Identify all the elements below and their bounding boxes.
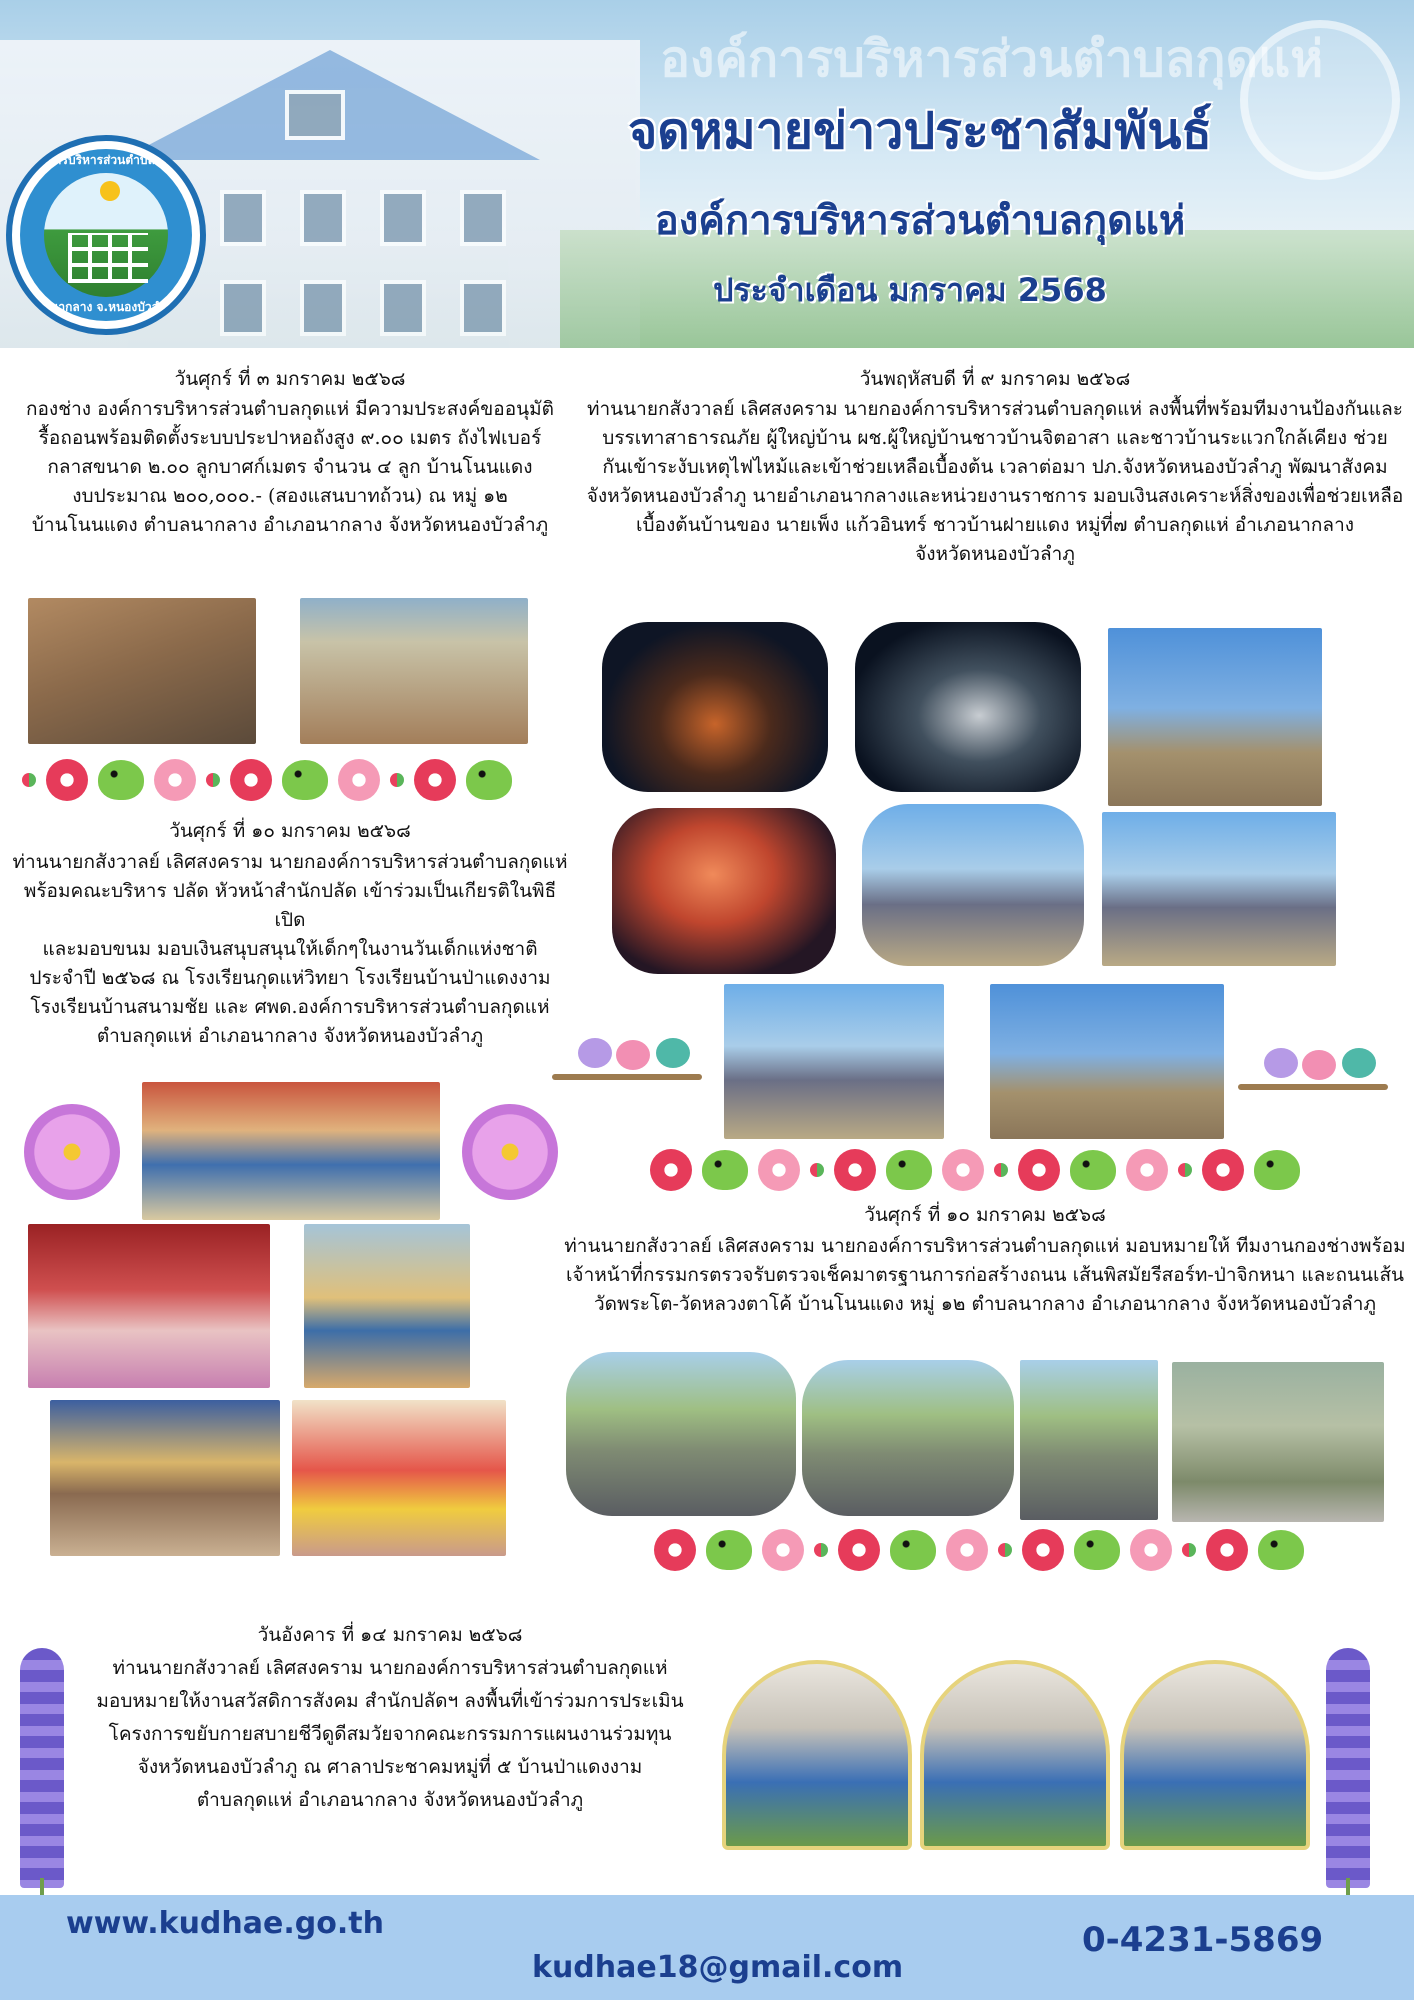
decorative-divider <box>654 1526 1304 1574</box>
cosmos-flower-decoration <box>462 1104 558 1200</box>
article-4-date: วันศุกร์ ที่ ๑๐ มกราคม ๒๕๖๘ <box>864 1204 1106 1226</box>
article-5-photo <box>722 1660 912 1850</box>
article-4-photo <box>802 1360 1014 1516</box>
issue-month: ประจำเดือน มกราคม 2568 <box>713 271 1107 309</box>
sun-icon <box>100 181 120 201</box>
newsletter-title: จดหมายข่าวประชาสัมพันธ์ <box>628 102 1212 160</box>
article-5-date: วันอังคาร ที่ ๑๔ มกราคม ๒๕๖๘ <box>257 1624 523 1646</box>
phone-number: 0-4231-5869 <box>1082 1920 1324 1960</box>
lavender-decoration <box>20 1648 64 1888</box>
article-2-photo <box>724 984 944 1139</box>
faint-seal <box>1240 20 1400 180</box>
article-2-body: ท่านนายกสังวาลย์ เลิศสงคราม นายกองค์การบริหารส่วนตำบลกุดแห่ ลงพื้นที่พร้อมทีมงานป้องกันและ บรรเทาสาธารณภัย ผู้ใหญ่บ้าน ผช.ผู้ใหญ่บ้านชาวบ้านจิตอาสา และชาวบ้านระแวกใกล้เคียง ช่วย กันเข้าระงับเหตุไฟไหม้และเข้าช่วยเหลือเบื้องต้น เวลาต่อมา ปภ.จังหวัดหนองบัวลำภู พัฒนาสังคม จังหวัดหนองบัวลำภู นายอำเภอนากลางและหน่วยงานราชการ มอบเงินสงเคราะห์สิ่งของเพื่อช่วยเหลือ เบื้องต้นบ้านของ นายเพ็ง แก้วอินทร์ ชาวบ้านฝายแดง หมู่ที่๗ ตำบลกุดแห่ อำเภอนากลาง จังหวัดหนองบัวลำภู <box>586 398 1404 565</box>
article-1-photo <box>28 598 256 744</box>
decorative-divider <box>22 756 512 804</box>
article-2-photo <box>990 984 1224 1139</box>
organization-logo <box>6 135 206 335</box>
article-3-photo <box>142 1082 440 1220</box>
cosmos-flower-decoration <box>24 1104 120 1200</box>
article-4-photo <box>1172 1362 1384 1522</box>
organization-name: องค์การบริหารส่วนตำบลกุดแห่ <box>654 198 1186 244</box>
logo-footer-text: อ.นากลาง จ.หนองบัวลำภู <box>38 300 174 314</box>
article-2-date: วันพฤหัสบดี ที่ ๙ มกราคม ๒๕๖๘ <box>859 368 1131 390</box>
article-5-photo <box>1120 1660 1310 1850</box>
birds-on-branch-decoration <box>1238 1040 1398 1100</box>
article-5-photo <box>920 1660 1110 1850</box>
article-2-photo <box>1102 812 1336 966</box>
lavender-decoration <box>1326 1648 1370 1888</box>
article-2-photo <box>862 804 1084 966</box>
article-4-body: ท่านนายกสังวาลย์ เลิศสงคราม นายกองค์การบริหารส่วนตำบลกุดแห่ มอบหมายให้ ทีมงานกองช่างพร้อม เจ้าหน้าที่กรรมกรตรวจรับตรวจเช็คมาตรฐานการก่อสร้างถนน เส้นพิสมัยรีสอร์ท-ป่าจิกหนา และถนนเส้น วัดพระโต-วัดหลวงตาโค้ บ้านโนนแดง หมู่ ๑๒ ตำบลนากลาง อำเภอนากลาง จังหวัดหนองบัวลำภู <box>564 1235 1406 1315</box>
article-3-photo <box>292 1400 506 1556</box>
article-3-photo <box>304 1224 470 1388</box>
article-2-photo <box>602 622 828 792</box>
email-link[interactable]: kudhae18@gmail.com <box>532 1950 904 1985</box>
article-3-date: วันศุกร์ ที่ ๑๐ มกราคม ๒๕๖๘ <box>169 820 411 842</box>
article-5-body: ท่านนายกสังวาลย์ เลิศสงคราม นายกองค์การบริหารส่วนตำบลกุดแห่ มอบหมายให้งานสวัสดิการสังคม สำนักปลัดฯ ลงพื้นที่เข้าร่วมการประเมิน โครงการขยับกายสบายชีวีดูดีสมวัยจากคณะกรรมการแผนงานร่วมทุน จังหวัดหนองบัวลำภู ณ ศาลาประชาคมหมู่ที่ ๕ บ้านป่าแดงงาม ตำบลกุดแห่ อำเภอนากลาง จังหวัดหนองบัวลำภู <box>96 1657 684 1811</box>
article-3-photo <box>28 1224 270 1388</box>
header-watermark: องค์การบริหารส่วนตำบลกุดแห่ <box>660 30 1324 88</box>
logo-text: องค์การบริหารส่วนตำบลกุดแห่ <box>26 153 186 167</box>
article-2-photo <box>612 808 836 974</box>
article-1-photo <box>300 598 528 744</box>
article-1-body: กองช่าง องค์การบริหารส่วนตำบลกุดแห่ มีความประสงค์ขออนุมัติ รื้อถอนพร้อมติดตั้งระบบประปาหอถังสูง ๙.๐๐ เมตร ถังไฟเบอร์ กลาสขนาด ๒.๐๐ ลูกบาศก์เมตร จำนวน ๔ ลูก บ้านโนนแดง งบประมาณ ๒๐๐,๐๐๐.- (สองแสนบาทถ้วน) ณ หมู่ ๑๒ บ้านโนนแดง ตำบลนากลาง อำเภอนากลาง จังหวัดหนองบัวลำภู <box>26 398 554 536</box>
website-link[interactable]: www.kudhae.go.th <box>66 1906 384 1941</box>
article-3-photo <box>50 1400 280 1556</box>
article-2-photo <box>1108 628 1322 806</box>
article-1-date: วันศุกร์ ที่ ๓ มกราคม ๒๕๖๘ <box>174 368 406 390</box>
article-4-photo <box>1020 1360 1158 1520</box>
article-2-photo <box>855 622 1081 792</box>
birds-on-branch-decoration <box>552 1030 712 1090</box>
article-3-body: ท่านนายกสังวาลย์ เลิศสงคราม นายกองค์การบริหารส่วนตำบลกุดแห่ พร้อมคณะบริหาร ปลัด หัวหน้าสำนักปลัด เข้าร่วมเป็นเกียรติในพิธีเปิด และมอบขนม มอบเงินสนุบสนุนให้เด็กๆในงานวันเด็กแห่งชาติ ประจำปี ๒๕๖๘ ณ โรงเรียนกุดแห่วิทยา โรงเรียนบ้านป่าแดงงาม โรงเรียนบ้านสนามชัย และ ศพด.องค์การบริหารส่วนตำบลกุดแห่ ตำบลกุดแห่ อำเภอนากลาง จังหวัดหนองบัวลำภู <box>12 851 568 1047</box>
article-4-photo <box>566 1352 796 1516</box>
decorative-divider <box>650 1146 1300 1194</box>
